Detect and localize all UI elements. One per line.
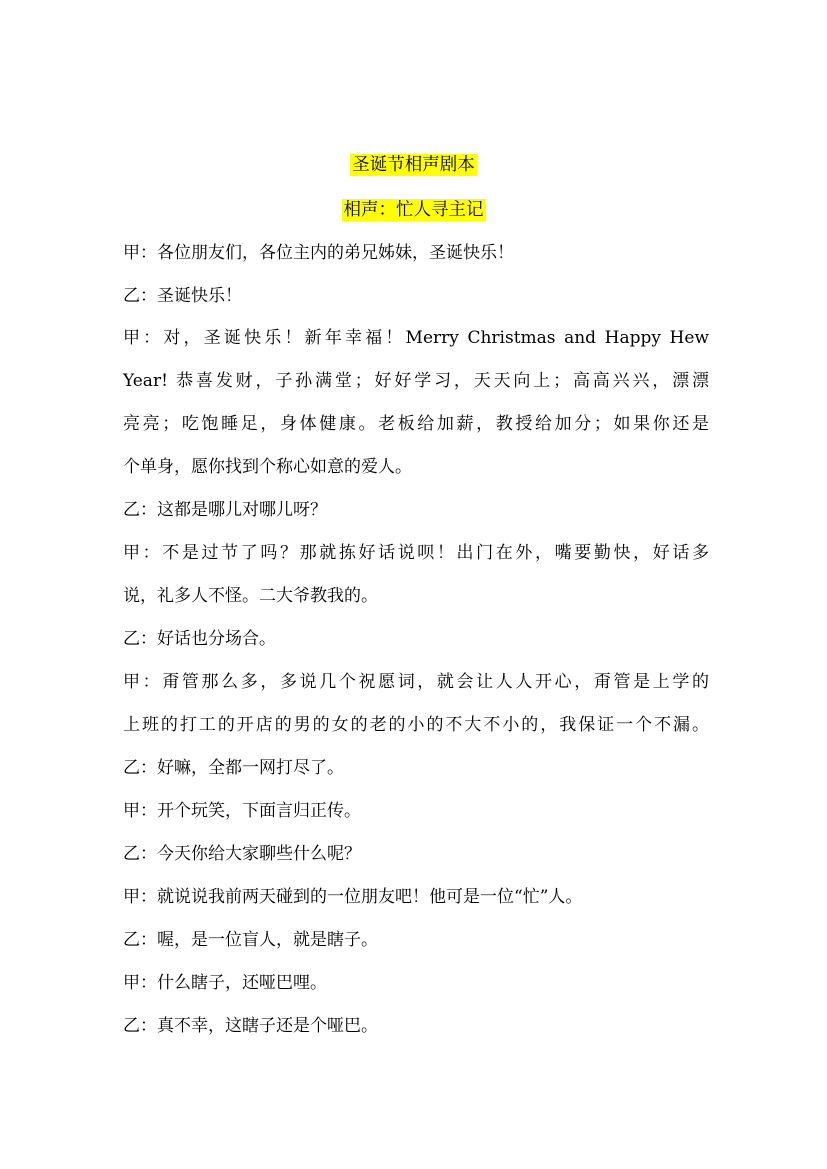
- dialogue-line: 亮亮；吃饱睡足，身体健康。老板给加薪，教授给加分；如果你还是: [123, 414, 709, 434]
- document-subtitle: [0, 198, 827, 222]
- dialogue-line: 乙：好话也分场合。: [123, 629, 276, 649]
- dialogue-line: 乙：喔，是一位盲人，就是瞎子。: [123, 930, 378, 950]
- dialogue-line: 甲：就说说我前两天碰到的一位朋友吧！他可是一位“忙”人。: [123, 887, 583, 907]
- subtitle-highlight: 相声：忙人寻主记: [343, 200, 484, 220]
- title-highlight: 圣诞节相声剧本: [352, 155, 475, 175]
- dialogue-line: 说，礼多人不怪。二大爷教我的。: [123, 586, 378, 606]
- dialogue-line: Year! 恭喜发财，子孙满堂；好好学习，天天向上；高高兴兴，漂漂: [123, 371, 709, 391]
- dialogue-line: 甲：什么瞎子，还哑巴哩。: [123, 973, 327, 993]
- dialogue-line: 乙：圣诞快乐！: [123, 286, 242, 306]
- dialogue-line: 乙：好嘛，全都一网打尽了。: [123, 758, 344, 778]
- dialogue-line: 甲：各位朋友们，各位主内的弟兄姊妹，圣诞快乐！: [123, 243, 514, 263]
- dialogue-line: 个单身，愿你找到个称心如意的爱人。: [123, 457, 412, 477]
- dialogue-line: 甲：甭管那么多，多说几个祝愿词，就会让人人开心，甭管是上学的: [123, 672, 709, 692]
- document-title: [0, 153, 827, 177]
- dialogue-line: 甲：开个玩笑，下面言归正传。: [123, 801, 361, 821]
- dialogue-line: 乙：真不幸，这瞎子还是个哑巴。: [123, 1016, 378, 1036]
- dialogue-line: 乙：今天你给大家聊些什么呢？: [123, 844, 361, 864]
- dialogue-line: 甲：不是过节了吗？那就拣好话说呗！出门在外，嘴要勤快，好话多: [123, 543, 709, 563]
- dialogue-line: 上班的打工的开店的男的女的老的小的不大不小的，我保证一个不漏。: [123, 715, 709, 735]
- dialogue-line: 乙：这都是哪儿对哪儿呀？: [123, 500, 327, 520]
- dialogue-line: 甲：对，圣诞快乐！新年幸福！Merry Christmas and Happy Hew: [123, 328, 709, 348]
